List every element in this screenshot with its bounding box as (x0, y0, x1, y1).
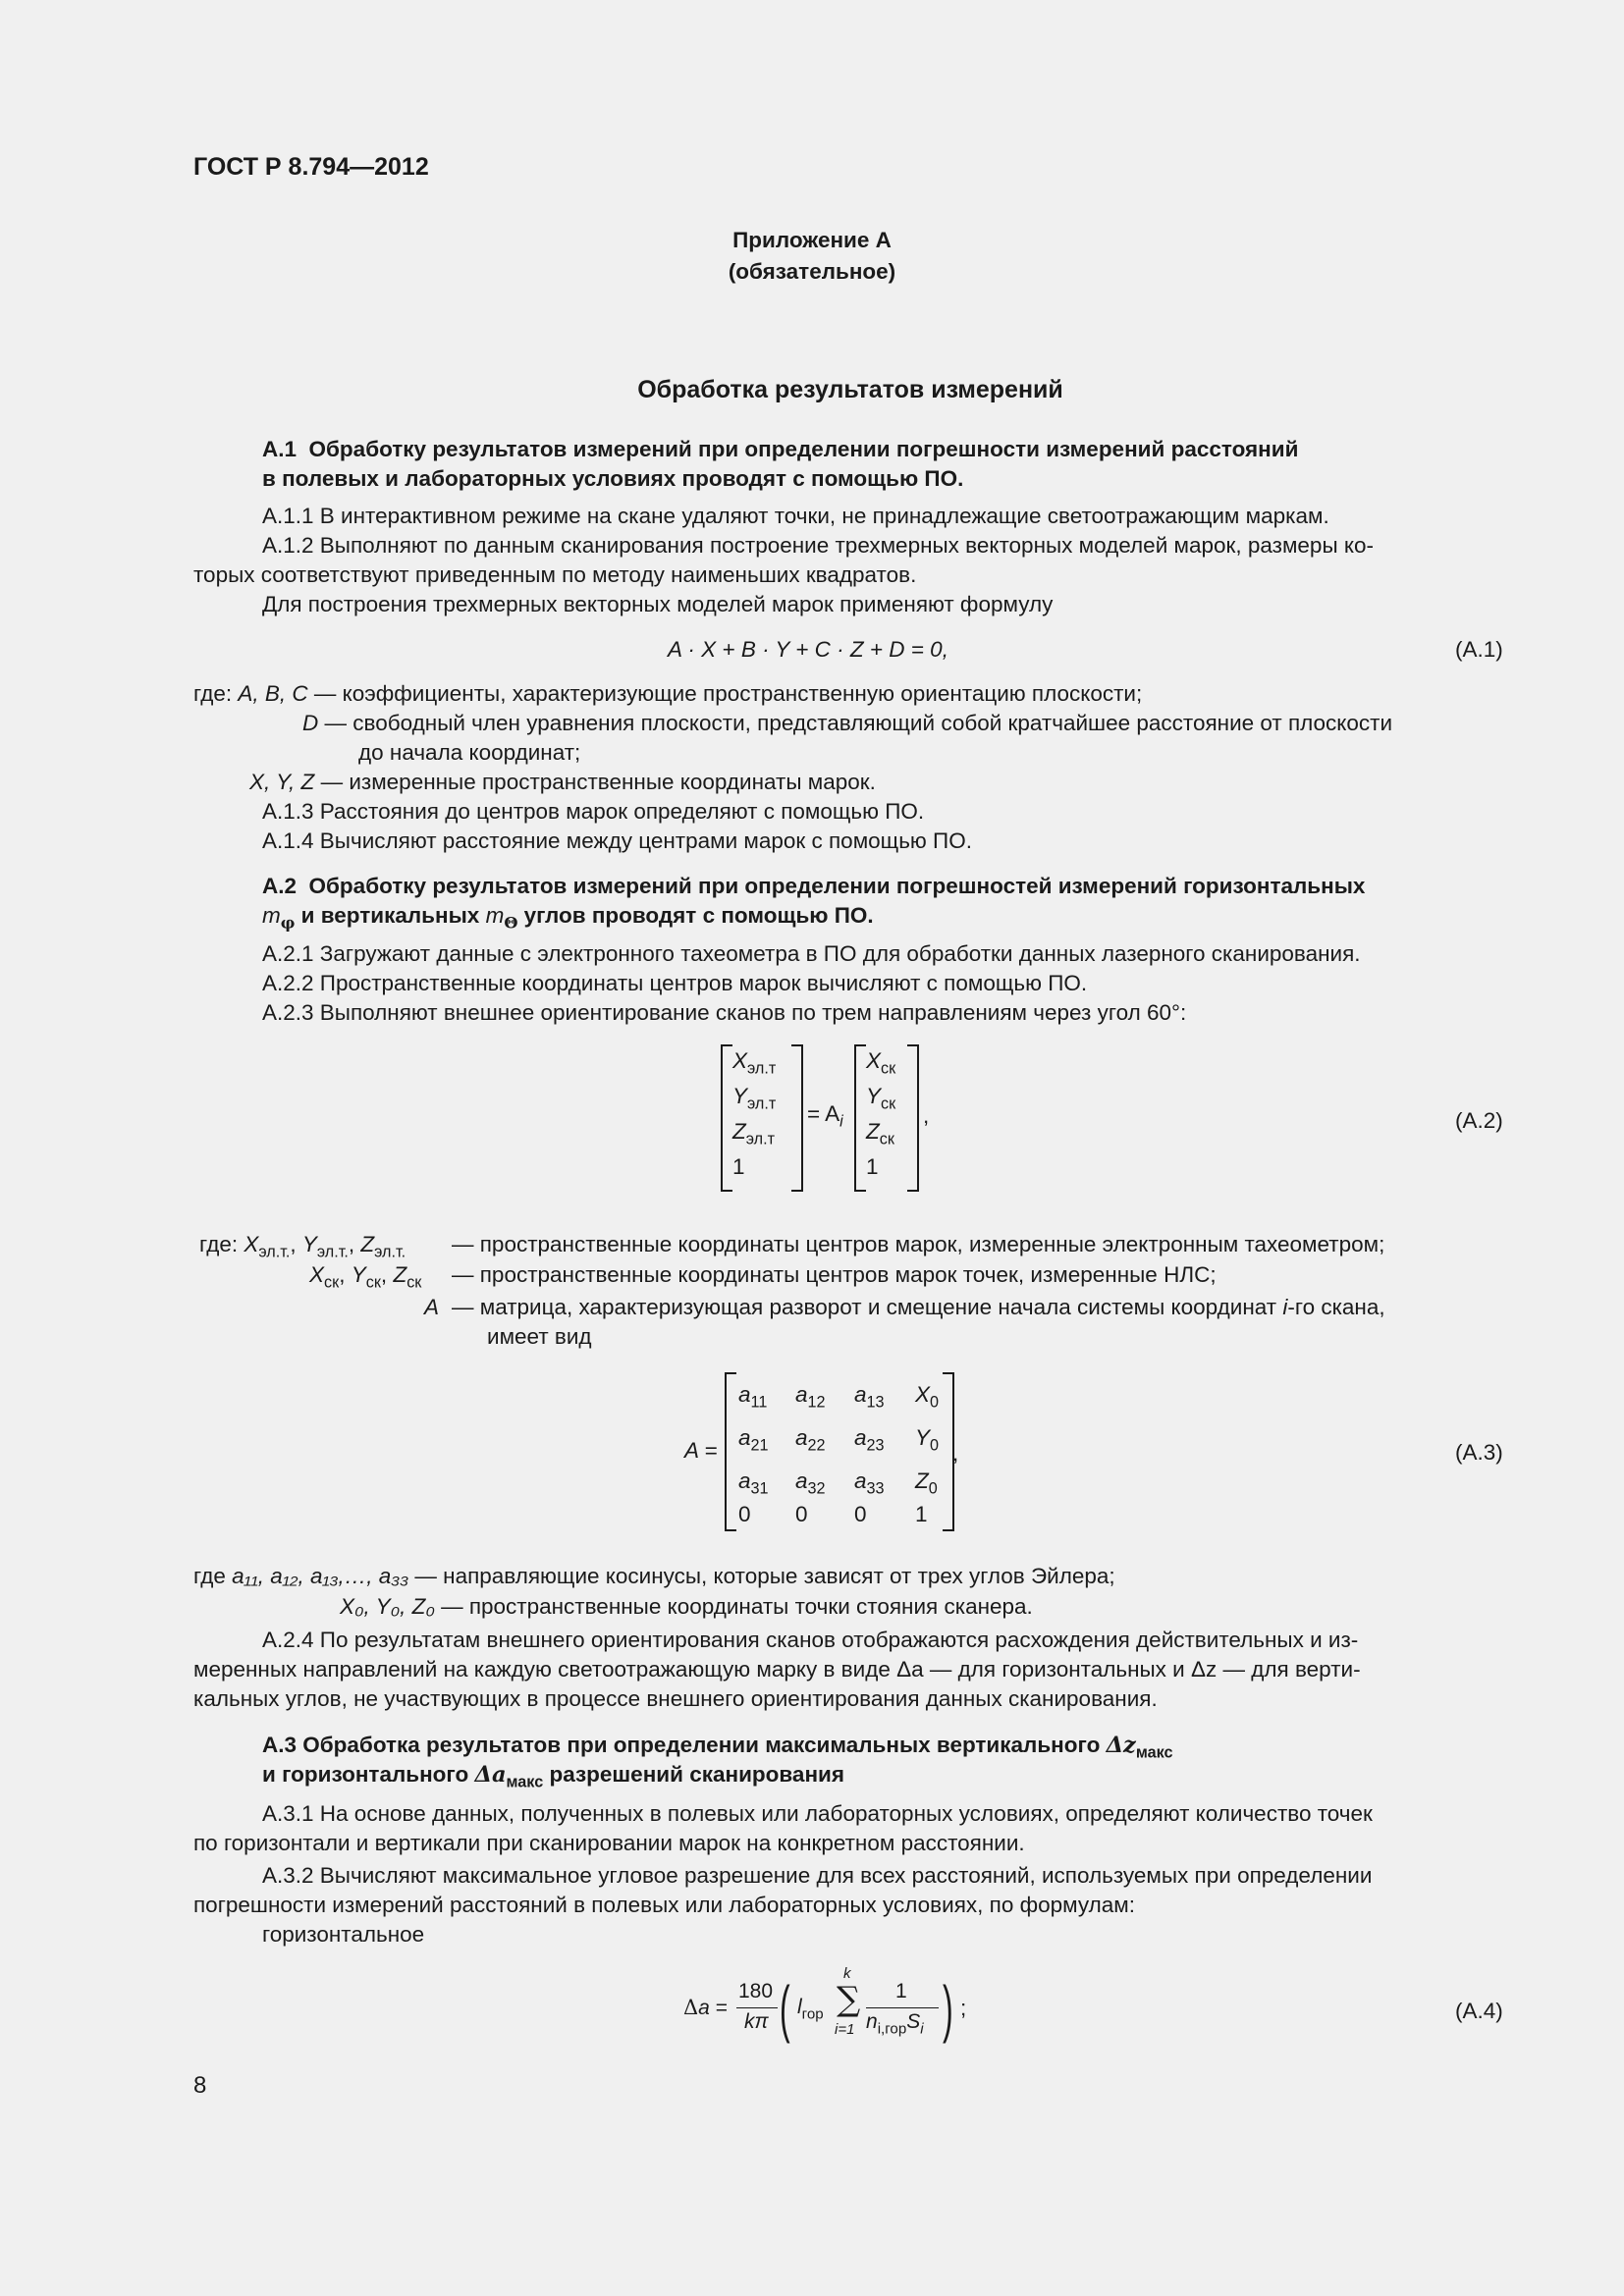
eq2-operator: = $A_i$ (807, 1101, 843, 1131)
right-bracket (791, 1044, 803, 1192)
where-a1-line3: до начала координат; (358, 740, 581, 765)
eq4-right-paren: ) (943, 1973, 953, 2044)
matrix-cell: 0 (795, 1502, 808, 1526)
matrix-cell: $X_0$ (915, 1382, 940, 1412)
a2-heading-text: Обработку результатов измерений при определении погрешностей измерений горизонтальных (308, 874, 1366, 898)
equation-a4 (683, 1965, 978, 2047)
eq4-sum-upper: k (843, 1965, 851, 1982)
eq3-lhs: A = (684, 1438, 718, 1463)
a2-heading-mid: и вертикальных (295, 903, 486, 928)
where-desc-xyz: — измеренные пространственные координаты марок. (320, 770, 876, 794)
m-symbol-2: m (485, 903, 505, 928)
where-a2-line3-var: A (424, 1295, 440, 1319)
eq4-sum-icon: ∑ (837, 1980, 861, 2019)
para-a3-1-line1: А.3.1 На основе данных, полученных в полевых или лабораторных условиях, определяют количество точек (262, 1801, 1373, 1826)
eq4-l: $l_{гор}$ (797, 1996, 824, 2023)
para-a1-3: А.1.3 Расстояния до центров марок определяют с помощью ПО. (262, 799, 925, 824)
para-a3-1-line2: по горизонтали и вертикали при сканировании марок на конкретном расстоянии. (193, 1831, 1025, 1855)
a1-heading-line1 (262, 435, 1298, 464)
a1-heading-line2: в полевых и лабораторных условиях проводят с помощью ПО. (262, 466, 964, 491)
appendix-type: (обязательное) (728, 259, 896, 284)
matrix-cell: $a_{31}$ (738, 1468, 769, 1498)
eq4-inner-numerator: 1 (895, 1980, 907, 2002)
eq2-right-row4: 1 (866, 1154, 879, 1179)
where-a1-line2 (302, 709, 1392, 738)
where-var-d: D (302, 711, 319, 735)
where-a3-line1: где a₁₁, a₁₂, a₁₃,…, a₃₃ — направляющие косинусы, которые зависят от трех углов Эйлера; (193, 1564, 1115, 1588)
eq2-right-row1: $X_{ск}$ (866, 1048, 896, 1078)
equation-a2-number: (А.2) (1455, 1108, 1503, 1133)
eq2-right-row3: $Z_{ск}$ (866, 1119, 894, 1148)
para-a2-3: А.2.3 Выполняют внешнее ориентирование сканов по трем направлениям через угол 60°: (262, 1000, 1187, 1025)
section-heading: Обработка результатов измерений (637, 376, 1063, 403)
eq4-fraction-bar (736, 2007, 778, 2008)
a1-number: А.1 (262, 437, 298, 461)
where-vars-abc: A, B, C (238, 681, 308, 706)
matrix-cell: $a_{33}$ (854, 1468, 885, 1498)
where-vars-xyz: X, Y, Z (249, 770, 315, 794)
where-a1-line1 (193, 679, 1142, 709)
para-a2-4-line1: А.2.4 По результатам внешнего ориентирования сканов отображаются расхождения действительных и из- (262, 1628, 1359, 1652)
eq4-numerator: 180 (738, 1980, 774, 2002)
para-a1-4: А.1.4 Вычисляют расстояние между центрами марок с помощью ПО. (262, 828, 972, 853)
matrix-cell: $Y_0$ (915, 1425, 940, 1455)
eq2-left-row1: $X_{эл.т}$ (732, 1048, 777, 1078)
a3-heading-line2: и горизонтального $\Delta a_{макс}$ разрешений сканирования (262, 1762, 844, 1791)
phi-symbol: φ (280, 913, 296, 933)
matrix-cell: $Z_0$ (915, 1468, 938, 1498)
where-desc-d: — свободный член уравнения плоскости, представляющий собой кратчайшее расстояние от плоскости (324, 711, 1393, 735)
where-vars-a: a₁₁, a₁₂, a₁₃,…, a₃₃ (232, 1564, 409, 1588)
where-a3-line2: X₀, Y₀, Z₀ — пространственные координаты точки стояния сканера. (340, 1594, 1033, 1619)
matrix-cell: 0 (738, 1502, 751, 1526)
eq4-semicolon: ; (960, 1996, 967, 2020)
left-bracket-3 (725, 1372, 736, 1531)
eq3-comma: , (952, 1441, 959, 1466)
eq4-denominator: kπ (744, 2010, 769, 2033)
eq2-left-row2: $Y_{эл.т}$ (732, 1084, 777, 1113)
matrix-cell: 1 (915, 1502, 928, 1526)
matrix-cell: $a_{32}$ (795, 1468, 826, 1498)
where-a2-line2-vars: $X_{ск}$, $Y_{ск}$, $Z_{ск}$ (309, 1262, 422, 1292)
where-a2-line3-desc: — матрица, характеризующая разворот и смещение начала системы координат i-го скана, (452, 1295, 1385, 1319)
m-symbol: m (262, 903, 281, 928)
left-bracket-2 (854, 1044, 866, 1192)
page-number: 8 (193, 2072, 207, 2099)
equation-a3-number: (А.3) (1455, 1440, 1503, 1465)
eq2-left-row3: $Z_{эл.т}$ (732, 1119, 776, 1148)
para-a2-1: А.2.1 Загружают данные с электронного тахеометра в ПО для обработки данных лазерного сканирования. (262, 941, 1361, 966)
where-label: где: (193, 681, 239, 706)
matrix-cell: $a_{22}$ (795, 1425, 826, 1455)
equation-a1-number: (А.1) (1455, 637, 1503, 662)
matrix-cell: $a_{21}$ (738, 1425, 769, 1455)
eq4-left-paren: ( (780, 1973, 790, 2044)
matrix-cell: $a_{13}$ (854, 1382, 885, 1412)
eq2-left-row4: 1 (732, 1154, 745, 1179)
eq2-right-row2: $Y_{ск}$ (866, 1084, 896, 1113)
eq4-inner-denominator: $n_{i,гор}S_i$ (866, 2010, 924, 2038)
para-a3-2-line2: погрешности измерений расстояний в полевых или лабораторных условиях, по формулам: (193, 1893, 1135, 1917)
para-a3-2-line1: А.3.2 Вычисляют максимальное угловое разрешение для всех расстояний, используемых при определении (262, 1863, 1373, 1888)
matrix-cell: $a_{12}$ (795, 1382, 826, 1412)
para-a1-2-line1: А.1.2 Выполняют по данным сканирования построение трехмерных векторных моделей марок, размеры ко- (262, 533, 1374, 558)
where-a2-line4: имеет вид (487, 1324, 592, 1349)
para-a2-4-line2: меренных направлений на каждую светоотражающую марку в виде Δa — для горизонтальных и Δz — для верти- (193, 1657, 1361, 1682)
equation-a1: A · X + B · Y + C · Z + D = 0, (668, 637, 948, 662)
where-a2-line1-vars: где: $X_{эл.т.}$, $Y_{эл.т.}$, $Z_{эл.т.}$ (199, 1232, 406, 1261)
a2-heading-line1 (262, 872, 1365, 901)
appendix-title: Приложение А (732, 228, 892, 252)
equation-a2 (721, 1044, 930, 1192)
left-bracket (721, 1044, 732, 1192)
eq2-comma: , (923, 1103, 930, 1128)
delta-z-symbol: Δz (1106, 1733, 1136, 1758)
theta-symbol: Θ (504, 913, 518, 933)
para-a1-2-line2: торых соответствуют приведенным по методу наименьших квадратов. (193, 562, 917, 587)
eq4-inner-fraction-bar (866, 2007, 939, 2008)
where-desc-abc: — коэффициенты, характеризующие пространственную ориентацию плоскости; (313, 681, 1143, 706)
matrix-cell: $a_{11}$ (738, 1382, 768, 1412)
eq4-sum-lower: i=1 (835, 2021, 855, 2038)
equation-a4-number: (А.4) (1455, 1999, 1503, 2023)
delta-a-symbol: Δa (474, 1762, 507, 1788)
where-a2-line1-desc: — пространственные координаты центров марок, измеренные электронным тахеометром; (452, 1232, 1385, 1256)
document-id: ГОСТ Р 8.794—2012 (193, 153, 429, 181)
a2-number: А.2 (262, 874, 298, 898)
a1-heading-text: Обработку результатов измерений при определении погрешности измерений расстояний (308, 437, 1299, 461)
para-a1-1: А.1.1 В интерактивном режиме на скане удаляют точки, не принадлежащие светоотражающим маркам. (262, 504, 1329, 528)
where-a1-line4 (249, 768, 876, 797)
a3-heading-line1: А.3 Обработка результатов при определении максимальных вертикального $\Delta z_{макс}$ (262, 1733, 1173, 1762)
eq4-lhs: Δa = (683, 1996, 728, 2019)
matrix-cell: 0 (854, 1502, 867, 1526)
matrix-cell: $a_{23}$ (854, 1425, 885, 1455)
para-horizontal: горизонтальное (262, 1922, 425, 1947)
a2-heading-line2 (262, 901, 874, 931)
para-a2-2: А.2.2 Пространственные координаты центров марок вычисляют с помощью ПО. (262, 971, 1088, 995)
where-a2-line2-desc: — пространственные координаты центров марок точек, измеренные НЛС; (452, 1262, 1217, 1287)
a2-heading-end: углов проводят с помощью ПО. (517, 903, 874, 928)
para-formula-intro: Для построения трехмерных векторных моделей марок применяют формулу (262, 592, 1054, 616)
para-a2-4-line3: кальных углов, не участвующих в процессе внешнего ориентирования данных сканирования. (193, 1686, 1158, 1711)
where-vars-origin: X₀, Y₀, Z₀ (340, 1594, 435, 1619)
right-bracket-2 (907, 1044, 919, 1192)
